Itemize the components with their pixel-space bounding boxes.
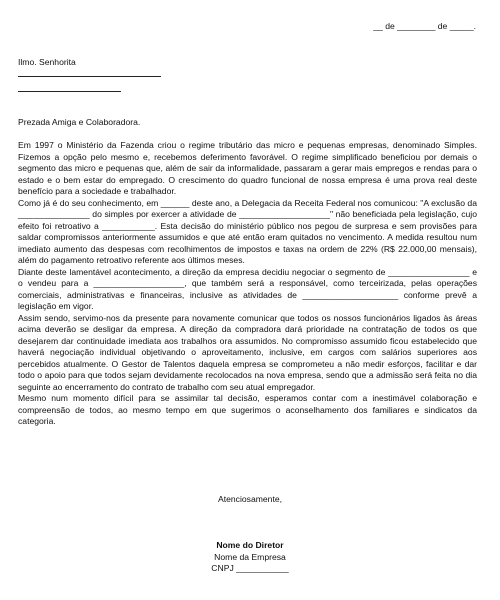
date-line: __ de ________ de _____.: [373, 21, 476, 31]
company-cnpj: CNPJ ___________: [211, 563, 289, 573]
closing-salutation: Atenciosamente,: [217, 494, 282, 504]
director-name: Nome do Diretor: [216, 540, 284, 550]
recipient-address-blank: [18, 91, 121, 92]
recipient-name-blank: [18, 76, 161, 77]
paragraph-segment-sale: Diante deste lamentável acontecimento, a direção da empresa decidiu negociar o segmento de _________________ e o vendeu para a ___________________, que também será a responsável, como terceirizada, pelas operações comerciais, administrativas e financeiras, inclusive as atividades de ____________________ conforme prevê a legislação em vigor.: [18, 266, 477, 311]
paragraph-employees: Assim sendo, servimo-nos da presente para novamente comunicar que todos os nossos funcionários ligados às áreas acima deverão se desligar da empresa. A direção da compradora dará prioridade na contratação de todos os que desejarem dar continuidade imediata aos trabalhos ora assumidos. No compromisso assumido ficou estabelecido que haverá negociação individual objetivando o aproveitamento, inclusive, em cargos com salários superiores aos percebidos atualmente. O Gestor de Talentos daquela empresa se comprometeu a não medir esforços, facilitar e dar todo o apoio para que todos sejam devidamente recolocados na nova empresa, sendo que a admissão será feita no dia seguinte ao encerramento do contrato de trabalho com seu atual empregador.: [18, 312, 477, 392]
paragraph-simples: Em 1997 o Ministério da Fazenda criou o regime tributário das micro e pequenas empresas, denominado Simples. Fizemos a opção pelo mesmo e, recebemos deferimento favorável. O regime simplificado beneficiou por demais o segmento das micro e pequenas que, além de sair da informalidade, passaram a gerar mais empregos e rendas para o estado e o bem estar do empregado. O crescimento do quadro funcional de nossa empresa é uma prova real deste benefício para a sociedade e trabalhador.: [18, 140, 477, 196]
recipient-title: Ilmo. Senhorita: [18, 57, 76, 67]
company-name: Nome da Empresa: [214, 551, 286, 562]
signature-block: [0, 540, 500, 575]
greeting: Prezada Amiga e Colaboradora.: [18, 117, 141, 127]
paragraph-receita-federal: Como já é do seu conhecimento, em ______ deste ano, a Delegacia da Receita Federal nos comunicou: "A exclusão da _______________ do simples por exercer a atividade de ___________________" não beneficiada pela legislação, cujo efeito foi retroativo a ___________. Esta decisão do ministério público nos pegou de surpresa e sem provisões para saldar compromissos anteriormente assumidos e que até então eram quitados no vencimento. A medida resultou num imediato aumento das despesas com recolhimentos de impostos e taxas na ordem de 22% (R$ 22.000,00 mensais), além do pagamento retroativo referente aos últimos meses.: [18, 197, 477, 265]
paragraph-closing-remarks: Mesmo num momento difícil para se assimilar tal decisão, esperamos contar com a inestimável colaboração e compreensão de todos, ao mesmo tempo em que sugerimos o aconselhamento dos familiares e sindicatos da categoria.: [18, 393, 477, 426]
letter-body: [18, 140, 477, 428]
